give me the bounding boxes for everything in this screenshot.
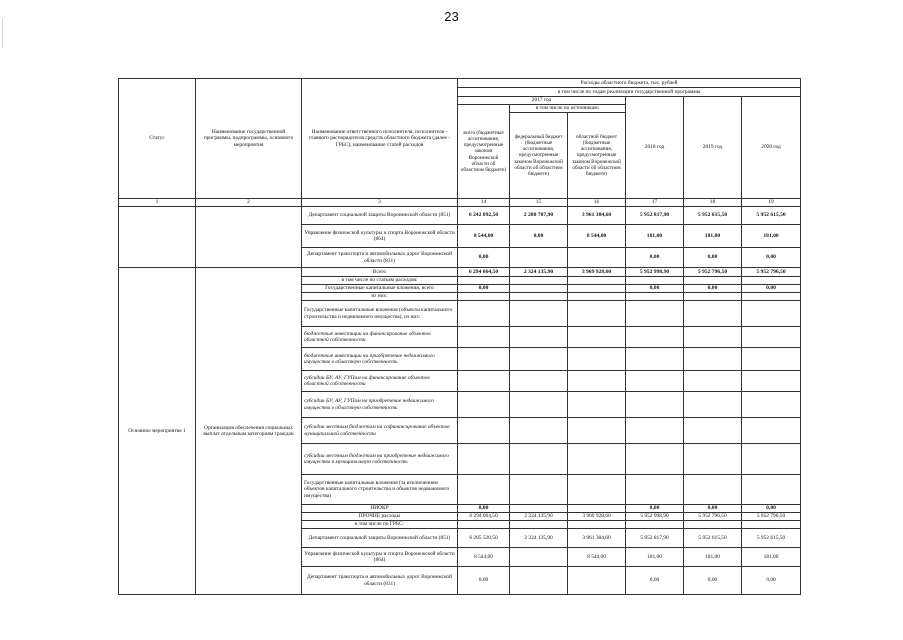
header-by-sources: в том числе по источникам:	[510, 105, 626, 113]
value-cell: 181,00	[684, 548, 742, 567]
value-cell	[626, 293, 684, 301]
value-cell: 8 544,00	[458, 548, 510, 567]
value-cell: 0,00	[510, 225, 568, 248]
row-label: Государственные капитальные вложения (объекты капитального строительства и недвижимого имущества), из них:	[302, 301, 458, 327]
value-cell: 6 242 092,50	[458, 207, 510, 225]
value-cell	[458, 444, 510, 475]
value-cell: 0,00	[684, 567, 742, 595]
header-expenses-title: Расходы областного бюджета, тыс. рублей	[458, 79, 801, 88]
value-cell	[458, 277, 510, 285]
value-cell	[742, 418, 801, 444]
col-number: 19	[742, 199, 801, 207]
value-cell: 0,00	[458, 248, 510, 268]
value-cell: 5 952 796,50	[684, 268, 742, 277]
value-cell: 181,00	[742, 225, 801, 248]
value-cell: 0,00	[458, 567, 510, 595]
value-cell	[568, 418, 626, 444]
header-regional: областной бюджет (бюджетные ассигнования, предусмотренные законом Воронежской области об областном бюджете)	[568, 113, 626, 199]
value-cell: 6 294 064,50	[458, 513, 510, 521]
page-number: 23	[444, 9, 459, 24]
value-cell	[568, 505, 626, 513]
header-program-name: Наименование государственной программы, подпрограммы, основного мероприятия	[196, 79, 302, 199]
value-cell	[458, 371, 510, 392]
value-cell	[742, 277, 801, 285]
value-cell	[742, 293, 801, 301]
value-cell: 0,00	[626, 567, 684, 595]
value-cell	[742, 301, 801, 327]
row-label: субсидии БУ, АУ, ГУПам на приобретение недвижимого имущества в областную собственность	[302, 392, 458, 418]
value-cell: 181,00	[626, 225, 684, 248]
value-cell: 3 969 928,60	[568, 513, 626, 521]
value-cell: 0,00	[684, 285, 742, 293]
row-label: Государственные капитальные вложения (за исключением объектов капитального строительства и объектов недвижимого имущества)	[302, 475, 458, 505]
header-total: всего (бюджетные ассигнования, предусмотренные законом Воронежской области об областном бюджете)	[458, 105, 510, 199]
value-cell: 3 961 384,60	[568, 207, 626, 225]
column-numbers-row	[119, 199, 801, 207]
value-cell	[510, 348, 568, 371]
value-cell: 5 952 615,50	[742, 207, 801, 225]
value-cell	[568, 444, 626, 475]
row-label: Департамент транспорта и автомобильных дорог Воронежской области (831)	[302, 567, 458, 595]
value-cell	[742, 444, 801, 475]
header-executor: Наименование ответственного исполнителя, исполнителя - главного распорядителя средств областного бюджета (далее - ГРБС), наименование статей расходов	[302, 79, 458, 199]
value-cell	[742, 475, 801, 505]
col-number: 14	[458, 199, 510, 207]
value-cell: 5 952 817,90	[626, 207, 684, 225]
col-number: 15	[510, 199, 568, 207]
value-cell: 3 969 928,60	[568, 268, 626, 277]
value-cell	[568, 293, 626, 301]
value-cell: 181,00	[684, 225, 742, 248]
value-cell	[568, 301, 626, 327]
row-label: субсидии местным бюджетам на софинансирование объектов муниципальной собственности	[302, 418, 458, 444]
value-cell	[568, 371, 626, 392]
table-row	[119, 268, 801, 277]
value-cell	[626, 418, 684, 444]
row-label: бюджетные инвестиции на приобретение недвижимого имущества в областную собственность	[302, 348, 458, 371]
value-cell	[458, 392, 510, 418]
value-cell	[684, 371, 742, 392]
value-cell: 5 952 615,50	[684, 529, 742, 548]
value-cell	[458, 301, 510, 327]
row-label: Всего	[302, 268, 458, 277]
value-cell	[510, 301, 568, 327]
col-number: 18	[684, 199, 742, 207]
value-cell	[510, 418, 568, 444]
row-label: из них:	[302, 293, 458, 301]
expenses-table	[118, 78, 801, 595]
header-year-2020: 2020 год	[742, 97, 801, 199]
value-cell: 8 544,00	[568, 225, 626, 248]
value-cell: 5 952 796,50	[742, 268, 801, 277]
value-cell	[742, 371, 801, 392]
value-cell	[568, 475, 626, 505]
col-number: 3	[302, 199, 458, 207]
value-cell: 5 952 615,50	[684, 207, 742, 225]
row-label: Управление физической культуры и спорта Воронежской области (864)	[302, 225, 458, 248]
row-label: НИОКР	[302, 505, 458, 513]
value-cell	[626, 475, 684, 505]
row-label: Департамент социальной защиты Воронежской области (851)	[302, 529, 458, 548]
value-cell: 5 952 796,50	[742, 513, 801, 521]
value-cell	[742, 521, 801, 529]
col-number: 2	[196, 199, 302, 207]
value-cell: 0,00	[458, 285, 510, 293]
col-number: 17	[626, 199, 684, 207]
scan-artifact	[2, 18, 3, 48]
value-cell: 0,00	[684, 505, 742, 513]
value-cell: 5 952 615,50	[742, 529, 801, 548]
header-year-2018: 2018 год	[626, 97, 684, 199]
value-cell: 5 952 998,90	[626, 513, 684, 521]
value-cell	[510, 248, 568, 268]
value-cell	[684, 301, 742, 327]
value-cell	[510, 277, 568, 285]
value-cell	[742, 348, 801, 371]
value-cell	[626, 444, 684, 475]
row-label: бюджетные инвестиции на финансирование объектов областной собственности	[302, 327, 458, 348]
value-cell	[684, 327, 742, 348]
value-cell	[510, 285, 568, 293]
top-status-cell	[119, 207, 196, 268]
value-cell	[626, 277, 684, 285]
value-cell	[626, 371, 684, 392]
header-year-2019: 2019 год	[684, 97, 742, 199]
value-cell	[568, 285, 626, 293]
value-cell: 0,00	[626, 285, 684, 293]
value-cell	[568, 277, 626, 285]
row-label: ПРОЧИЕ расходы	[302, 513, 458, 521]
value-cell	[684, 293, 742, 301]
value-cell	[510, 521, 568, 529]
row-label: субсидии БУ, АУ, ГУПам на финансирование объектов областной собственности	[302, 371, 458, 392]
value-cell: 2 324 135,90	[510, 513, 568, 521]
value-cell	[568, 392, 626, 418]
table-row	[119, 207, 801, 225]
value-cell: 6 294 064,50	[458, 268, 510, 277]
value-cell	[510, 548, 568, 567]
value-cell: 5 952 817,90	[626, 529, 684, 548]
value-cell	[568, 348, 626, 371]
value-cell: 8 544,00	[568, 548, 626, 567]
value-cell: 0,00	[742, 505, 801, 513]
value-cell	[510, 371, 568, 392]
value-cell	[510, 475, 568, 505]
value-cell: 2 324 135,90	[510, 529, 568, 548]
value-cell	[568, 567, 626, 595]
value-cell	[458, 327, 510, 348]
value-cell	[458, 348, 510, 371]
value-cell	[742, 392, 801, 418]
value-cell	[684, 521, 742, 529]
value-cell	[742, 327, 801, 348]
value-cell	[626, 392, 684, 418]
value-cell	[458, 293, 510, 301]
value-cell	[626, 327, 684, 348]
value-cell	[568, 327, 626, 348]
value-cell	[510, 327, 568, 348]
row-label: Департамент социальной защиты Воронежской области (851)	[302, 207, 458, 225]
value-cell: 0,00	[742, 285, 801, 293]
top-name-cell	[196, 207, 302, 268]
value-cell	[568, 248, 626, 268]
value-cell	[510, 293, 568, 301]
row-label: Управление физической культуры и спорта Воронежской области (864)	[302, 548, 458, 567]
value-cell: 5 952 998,90	[626, 268, 684, 277]
row-label: в том числе по статьям расходов:	[302, 277, 458, 285]
header-status: Статус	[119, 79, 196, 199]
value-cell	[626, 521, 684, 529]
value-cell: 6 285 520,50	[458, 529, 510, 548]
header-by-years: в том числе по годам реализации государственной программы	[458, 88, 801, 97]
value-cell: 5 952 796,50	[684, 513, 742, 521]
value-cell	[684, 392, 742, 418]
value-cell	[458, 475, 510, 505]
value-cell	[626, 348, 684, 371]
value-cell	[510, 505, 568, 513]
value-cell: 0,00	[458, 505, 510, 513]
value-cell	[684, 475, 742, 505]
value-cell: 181,00	[626, 548, 684, 567]
col-number: 16	[568, 199, 626, 207]
value-cell: 3 961 384,60	[568, 529, 626, 548]
value-cell	[458, 418, 510, 444]
main-status: Основное мероприятие 1	[119, 268, 196, 595]
value-cell: 0,00	[742, 567, 801, 595]
value-cell: 0,00	[742, 248, 801, 268]
value-cell	[458, 521, 510, 529]
value-cell: 2 280 707,90	[510, 207, 568, 225]
row-label: Государственные капитальные вложения, всего	[302, 285, 458, 293]
value-cell	[684, 277, 742, 285]
value-cell: 8 544,00	[458, 225, 510, 248]
value-cell	[510, 567, 568, 595]
main-name: Организация обеспечения социальных выплат отдельным категориям граждан	[196, 268, 302, 595]
value-cell: 0,00	[684, 248, 742, 268]
row-label: в том числе по ГРБС:	[302, 521, 458, 529]
value-cell	[510, 444, 568, 475]
col-number: 1	[119, 199, 196, 207]
value-cell	[568, 521, 626, 529]
value-cell	[510, 392, 568, 418]
value-cell	[684, 418, 742, 444]
value-cell	[684, 444, 742, 475]
value-cell: 2 324 135,90	[510, 268, 568, 277]
value-cell: 0,00	[626, 505, 684, 513]
value-cell: 0,00	[626, 248, 684, 268]
row-label: субсидии местным бюджетам на приобретение недвижимого имущества в муниципальную собственность	[302, 444, 458, 475]
row-label: Департамент транспорта и автомобильных дорог Воронежской области (831)	[302, 248, 458, 268]
value-cell	[626, 301, 684, 327]
value-cell	[684, 348, 742, 371]
header-year-2017: 2017 год	[458, 97, 626, 105]
value-cell: 181,00	[742, 548, 801, 567]
header-federal: федеральный бюджет (бюджетные ассигнования, предусмотренные законом Воронежской области об областном бюджете)	[510, 113, 568, 199]
